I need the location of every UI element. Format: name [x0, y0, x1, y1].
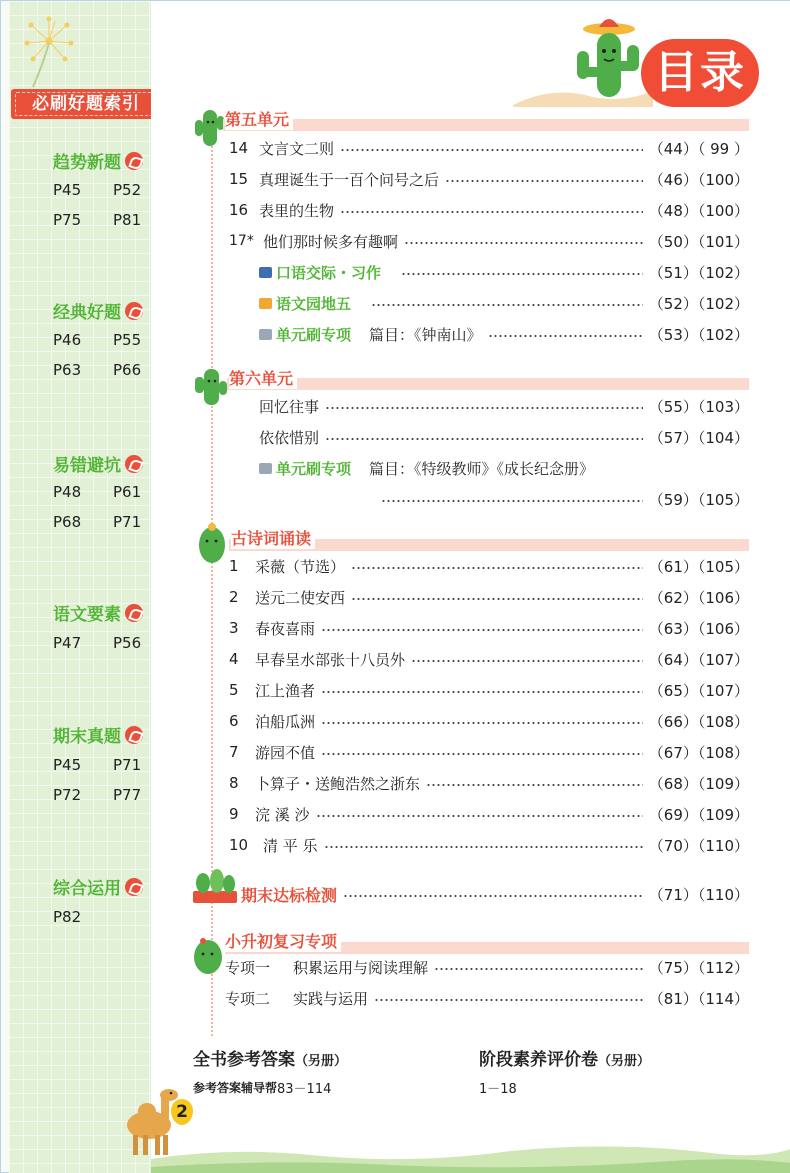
- lesson-number: 6: [229, 712, 239, 730]
- lesson-title: 采薇（节选）: [255, 557, 346, 576]
- page-ref: P75: [53, 211, 82, 229]
- cactus-icon: [191, 933, 225, 977]
- page-numbers: （61）（105）: [648, 557, 749, 576]
- lesson-title: 依依惜别: [259, 428, 320, 447]
- leaf-icon: [125, 152, 143, 170]
- notepad-icon: [259, 463, 272, 474]
- page-numbers: （44）（ 99 ）: [648, 139, 749, 158]
- lesson-number: 8: [229, 774, 239, 792]
- section-title: 小升初复习专项: [225, 929, 341, 952]
- section-header-poems: [231, 527, 315, 547]
- leader-dots: [488, 335, 643, 337]
- page-numbers: （59）（105）: [648, 490, 749, 509]
- answers-title: [193, 1045, 347, 1070]
- eval-title-text: 阶段素养评价卷: [479, 1050, 598, 1070]
- leader-dots: [445, 180, 643, 182]
- leader-dots: [351, 567, 643, 569]
- category-label: 趋势新题: [53, 153, 121, 173]
- page-ref: P66: [113, 361, 142, 379]
- lesson-title: 语文园地五: [276, 294, 352, 313]
- toc-row[interactable]: [229, 169, 749, 189]
- lesson-title: 单元刷专项: [276, 325, 352, 344]
- page-ref: P52: [113, 181, 142, 199]
- lesson-title: 早春呈水部张十八员外: [255, 650, 406, 669]
- lesson-title: 实践与运用: [293, 989, 369, 1008]
- leader-dots: [381, 500, 643, 502]
- toc-row[interactable]: [225, 957, 749, 977]
- page-numbers: （53）（102）: [648, 325, 749, 344]
- cactus-icon: [193, 521, 231, 567]
- leader-dots: [324, 846, 643, 848]
- eval-row-pages: 1－18: [479, 1081, 517, 1097]
- sidebar: [9, 1, 151, 1173]
- lesson-title: 送元二使安西: [255, 588, 346, 607]
- notepad-icon: [259, 329, 272, 340]
- lesson-title: 泊船瓜洲: [255, 712, 316, 731]
- lesson-title: 口语交际・习作: [276, 263, 382, 282]
- lesson-title: 江上渔者: [255, 681, 316, 700]
- section-bar: [227, 378, 749, 390]
- leader-dots: [411, 660, 643, 662]
- lesson-number: 4: [229, 650, 239, 668]
- toc-row[interactable]: [225, 988, 749, 1008]
- category-label: 语文要素: [53, 605, 121, 625]
- page-numbers: （66）（108）: [648, 712, 749, 731]
- page-ref: P71: [113, 756, 142, 774]
- leader-dots: [321, 722, 643, 724]
- leader-dots: [325, 438, 643, 440]
- lesson-number: 1: [229, 557, 239, 575]
- leader-dots: [401, 273, 643, 275]
- page-list: [53, 181, 153, 229]
- toc-row[interactable]: [229, 231, 749, 251]
- toc-row-final-test[interactable]: [241, 884, 749, 904]
- toc-row[interactable]: [229, 680, 749, 700]
- lesson-number: 3: [229, 619, 239, 637]
- lesson-number: 5: [229, 681, 239, 699]
- lesson-title: 他们那时候多有趣啊: [263, 232, 399, 251]
- dandelion-illustration: [9, 9, 89, 89]
- leader-dots: [426, 784, 643, 786]
- toc-row[interactable]: [229, 587, 749, 607]
- toc-row[interactable]: [229, 835, 749, 855]
- toc-row[interactable]: [229, 711, 749, 731]
- section-bar: [223, 119, 749, 131]
- lesson-number: 10: [229, 836, 249, 854]
- toc-row[interactable]: [259, 458, 749, 478]
- lesson-title: 游园不值: [255, 743, 316, 762]
- category-label: 综合运用: [53, 879, 121, 899]
- cactus-sombrero-illustration: [571, 11, 651, 103]
- toc-row[interactable]: [229, 649, 749, 669]
- page-numbers: （52）（102）: [648, 294, 749, 313]
- lesson-number: 2: [229, 588, 239, 606]
- lesson-number: 专项二: [225, 989, 271, 1008]
- toc-row[interactable]: [259, 427, 749, 447]
- page-numbers: （57）（104）: [648, 428, 749, 447]
- leader-dots: [434, 968, 643, 970]
- leader-dots: [340, 211, 643, 213]
- eval-title: [479, 1045, 650, 1070]
- leader-dots: [351, 598, 643, 600]
- section-header-unit6: [229, 367, 297, 387]
- page-ref: P45: [53, 756, 82, 774]
- category-elements: [53, 600, 143, 625]
- leader-dots: [371, 304, 643, 306]
- category-final-exam: [53, 722, 143, 747]
- page-numbers: （69）（109）: [648, 805, 749, 824]
- toc-row[interactable]: [229, 138, 749, 158]
- grass-strip-illustration: [151, 1129, 790, 1173]
- lesson-title: 回忆往事: [259, 397, 320, 416]
- page-ref: P77: [113, 786, 142, 804]
- page-numbers: （48）（100）: [648, 201, 749, 220]
- leader-dots: [343, 895, 643, 897]
- lesson-number: 7: [229, 743, 239, 761]
- answers-row-label: 参考答案辅导帮: [193, 1080, 278, 1095]
- page-list: [53, 483, 153, 531]
- toc-row[interactable]: [229, 804, 749, 824]
- toc-row[interactable]: [229, 556, 749, 576]
- section-title: 第五单元: [225, 107, 293, 130]
- toc-row[interactable]: [229, 773, 749, 793]
- lesson-title: 文言文二则: [259, 139, 335, 158]
- leader-dots: [321, 691, 643, 693]
- page-ref: P71: [113, 513, 142, 531]
- page-ref: P81: [113, 211, 142, 229]
- page-numbers: （68）（109）: [648, 774, 749, 793]
- page-list: [53, 634, 153, 652]
- page-numbers: （65）（107）: [648, 681, 749, 700]
- lesson-extra: 篇目：《特级教师》《成长纪念册》: [369, 459, 595, 478]
- page-numbers: （75）（112）: [648, 958, 749, 977]
- leader-dots: [404, 242, 643, 244]
- cactus-icon: [193, 104, 225, 150]
- page-numbers: （55）（103）: [648, 397, 749, 416]
- toc-title: 目录: [641, 39, 759, 107]
- eval-note: （另册）: [598, 1054, 651, 1069]
- umbrella-icon: [125, 878, 143, 896]
- speech-icon: [259, 267, 272, 278]
- category-label: 经典好题: [53, 303, 121, 323]
- page-list: [53, 331, 153, 379]
- page-ref: P61: [113, 483, 142, 501]
- toc-row[interactable]: [229, 200, 749, 220]
- lesson-number: 16: [229, 201, 249, 219]
- category-label: 期末真题: [53, 727, 121, 747]
- page-numbers: （62）（106）: [648, 588, 749, 607]
- section-title: 期末达标检测: [241, 885, 338, 905]
- leader-dots: [340, 149, 643, 151]
- leader-dots: [325, 407, 643, 409]
- lesson-number: 14: [229, 139, 249, 157]
- page-numbers: （67）（108）: [648, 743, 749, 762]
- page-ref: P63: [53, 361, 82, 379]
- toc-row-continued[interactable]: [381, 489, 749, 509]
- page-ref: P72: [53, 786, 82, 804]
- lesson-title: 真理诞生于一百个问号之后: [259, 170, 440, 189]
- section-header-review: [225, 930, 341, 950]
- lesson-number: 17*: [229, 233, 254, 249]
- lesson-title: 表里的生物: [259, 201, 335, 220]
- page-ref: P56: [113, 634, 142, 652]
- lesson-title: 单元刷专项: [276, 459, 352, 478]
- section-title: 古诗词诵读: [231, 526, 315, 549]
- toc-row[interactable]: [259, 396, 749, 416]
- page-numbers: （70）（110）: [648, 836, 749, 855]
- page-list: [53, 908, 153, 926]
- category-classic: [53, 298, 143, 323]
- page-ref: P46: [53, 331, 82, 349]
- page-numbers: （46）（100）: [648, 170, 749, 189]
- lesson-title: 清 平 乐: [263, 836, 318, 855]
- camel-illustration: [113, 1081, 183, 1161]
- lesson-number: 专项一: [225, 958, 271, 977]
- page-numbers: （81）（114）: [648, 989, 749, 1008]
- leaf-icon: [125, 604, 143, 622]
- leader-dots: [321, 753, 643, 755]
- leaf-icon: [125, 302, 143, 320]
- section-header-unit5: [225, 108, 293, 128]
- eval-row[interactable]: [479, 1078, 747, 1096]
- page-ref: P45: [53, 181, 82, 199]
- lesson-number: 15: [229, 170, 249, 188]
- lesson-extra: 篇目：《钟南山》: [369, 325, 482, 344]
- page-ref: P68: [53, 513, 82, 531]
- page-numbers: （64）（107）: [648, 650, 749, 669]
- page-list: [53, 756, 153, 804]
- page-numbers: （63）（106）: [648, 619, 749, 638]
- page-ref: P47: [53, 634, 82, 652]
- page-ref: P48: [53, 483, 82, 501]
- leaf-icon: [125, 726, 143, 744]
- leaf-icon: [125, 455, 143, 473]
- lesson-title: 卜算子・送鲍浩然之浙东: [255, 774, 421, 793]
- garden-icon: [259, 298, 272, 309]
- lesson-title: 积累运用与阅读理解: [293, 958, 429, 977]
- page-number: 2: [171, 1099, 193, 1125]
- potted-cacti-icon: [191, 867, 239, 905]
- lesson-title: 春夜喜雨: [255, 619, 316, 638]
- page-ref: P55: [113, 331, 142, 349]
- page-numbers: （71）（110）: [648, 885, 749, 904]
- leader-dots: [374, 999, 643, 1001]
- page-ref: P82: [53, 908, 82, 926]
- toc-row[interactable]: [229, 618, 749, 638]
- category-trend: [53, 148, 143, 173]
- section-title: 第六单元: [229, 366, 297, 389]
- toc-row[interactable]: [259, 293, 749, 313]
- lesson-title: 浣 溪 沙: [255, 805, 310, 824]
- cactus-icon: [194, 363, 228, 409]
- toc-row[interactable]: [259, 324, 749, 344]
- page-numbers: （50）（101）: [648, 232, 749, 251]
- answers-row-pages: 83－114: [277, 1081, 332, 1097]
- lesson-number: 9: [229, 805, 239, 823]
- leader-dots: [321, 629, 643, 631]
- leader-dots: [316, 815, 643, 817]
- page-numbers: （51）（102）: [648, 263, 749, 282]
- sidebar-title: 必刷好题索引: [11, 89, 161, 119]
- category-mistakes: [53, 451, 143, 476]
- category-application: [53, 874, 143, 899]
- answers-note: （另册）: [295, 1054, 348, 1069]
- answers-row[interactable]: [193, 1078, 463, 1096]
- category-label: 易错避坑: [53, 456, 121, 476]
- toc-row[interactable]: [259, 262, 749, 282]
- toc-row[interactable]: [229, 742, 749, 762]
- answers-title-text: 全书参考答案: [193, 1050, 295, 1070]
